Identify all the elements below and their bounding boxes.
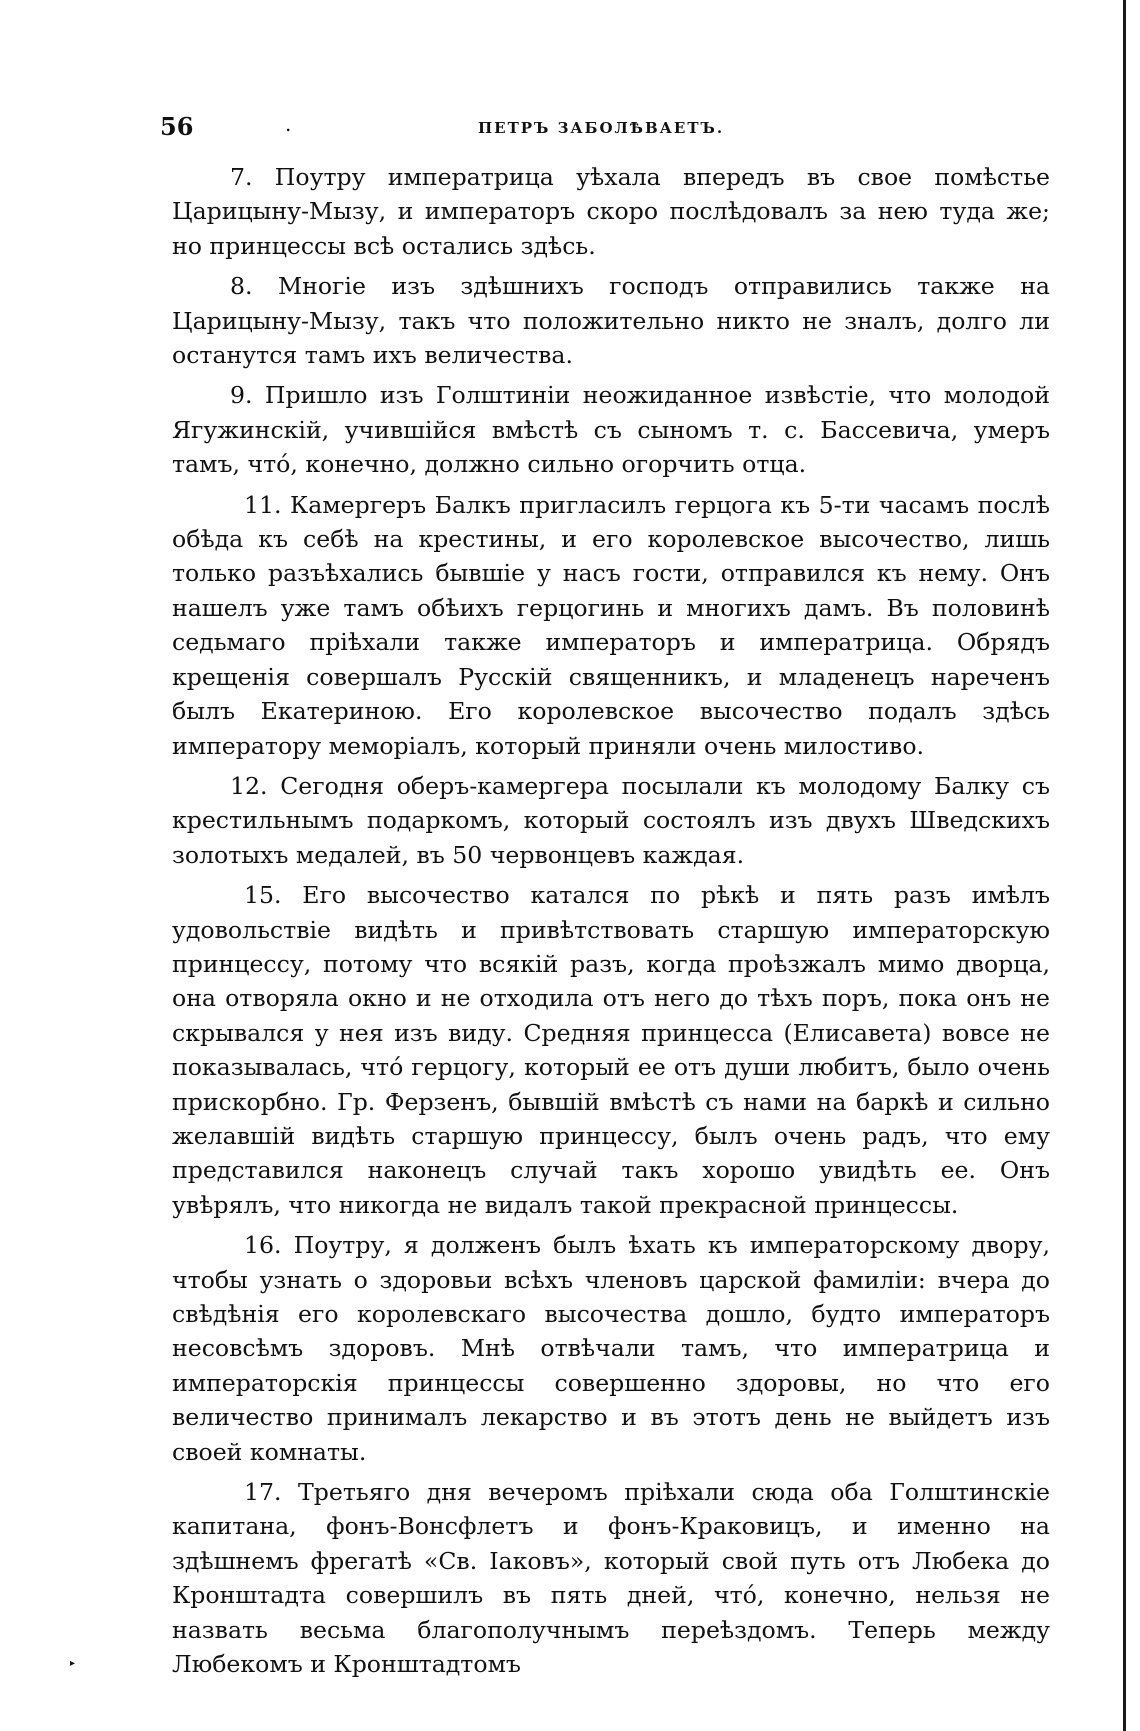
scan-edge-line: [1123, 0, 1126, 1731]
body-text: [172, 160, 1050, 1687]
scan-speck: ▸: [70, 1658, 76, 1669]
paragraph-entry-15: 15. Его высочество катался по рѣкѣ и пять разъ имѣлъ удовольствіе видѣть и привѣтствовать старшую императорскую принцессу, потому что всякій разъ, когда проѣзжалъ мимо дворца, она отворяла окно и не отходила отъ него до тѣхъ поръ, пока онъ не скрывался у нея изъ виду. Средняя принцесса (Елисавета) вовсе не показывалась, что́ герцогу, который ее отъ души любитъ, было очень прискорбно. Гр. Ферзенъ, бывшій вмѣстѣ съ нами на баркѣ и сильно желавшій видѣть старшую принцессу, былъ очень радъ, что ему представился наконецъ случай такъ хорошо увидѣть ее. Онъ увѣрялъ, что никогда не видалъ такой прекрасной принцессы.: [172, 881, 1050, 1219]
paragraph-entry-12: 12. Сегодня оберъ-камергера посылали къ молодому Балку съ крестильнымъ подаркомъ, который состоялъ изъ двухъ Шведскихъ золотыхъ медалей, въ 50 червонцевъ каждая.: [172, 771, 1050, 869]
paragraph-entry-8: 8. Многіе изъ здѣшнихъ господъ отправились также на Царицыну-Мызу, такъ что положительно никто не зналъ, долго ли останутся тамъ ихъ величества.: [172, 272, 1050, 370]
paragraph-entry-16: 16. Поутру, я долженъ былъ ѣхать къ императорскому двору, чтобы узнать о здоровьи всѣхъ членовъ царской фамиліи: вчера до свѣдѣнія его королевскаго высочества дошло, будто императоръ несовсѣмъ здоровъ. Мнѣ отвѣчали тамъ, что императрица и императорскія принцессы совершенно здоровы, но что его величество принималъ лекарство и въ этотъ день не выйдетъ изъ своей комнаты.: [172, 1231, 1050, 1466]
header-dot: .: [285, 112, 292, 136]
page-number: 56: [160, 112, 194, 141]
paragraph-entry-17: 17. Третьяго дня вечеромъ пріѣхали сюда оба Голштинскіе капитана, фонъ-Вонсфлетъ и фонъ-Краковицъ, и именно на здѣшнемъ фрегатѣ «Св. Іаковъ», который свой путь отъ Любека до Кронштадта совершилъ въ пять дней, что́, конечно, нельзя не назвать весьма благополучнымъ переѣздомъ. Теперь между Любекомъ и Кронштадтомъ: [172, 1478, 1050, 1679]
paragraph-entry-7: 7. Поутру императрица уѣхала впередъ въ свое помѣстье Царицыну-Мызу, и императоръ скоро послѣдовалъ за нею туда же; но принцессы всѣ остались здѣсь.: [172, 163, 1050, 260]
paragraph-entry-9: 9. Пришло изъ Голштиніи неожиданное извѣстіе, что молодой Ягужинскій, учившійся вмѣстѣ съ сыномъ т. с. Бассевича, умеръ тамъ, что́, конечно, должно сильно огорчить отца.: [172, 381, 1050, 479]
page-header: [160, 112, 1060, 142]
running-title: ПЕТРЪ ЗАБОЛѢВАЕТЪ.: [478, 119, 725, 137]
paragraph-entry-11: 11. Камергеръ Балкъ пригласилъ герцога къ 5-ти часамъ послѣ обѣда къ себѣ на крестины, и его королевское высочество, лишь только разъѣхались бывшіе у насъ гости, отправился къ нему. Онъ нашелъ уже тамъ обѣихъ герцогинь и многихъ дамъ. Въ половинѣ седьмаго пріѣхали также императоръ и императрица. Обрядъ крещенія совершалъ Русскій священникъ, и младенецъ нареченъ былъ Екатериною. Его королевское высочество подалъ здѣсь императору меморіалъ, который приняли очень милостиво.: [172, 490, 1050, 760]
